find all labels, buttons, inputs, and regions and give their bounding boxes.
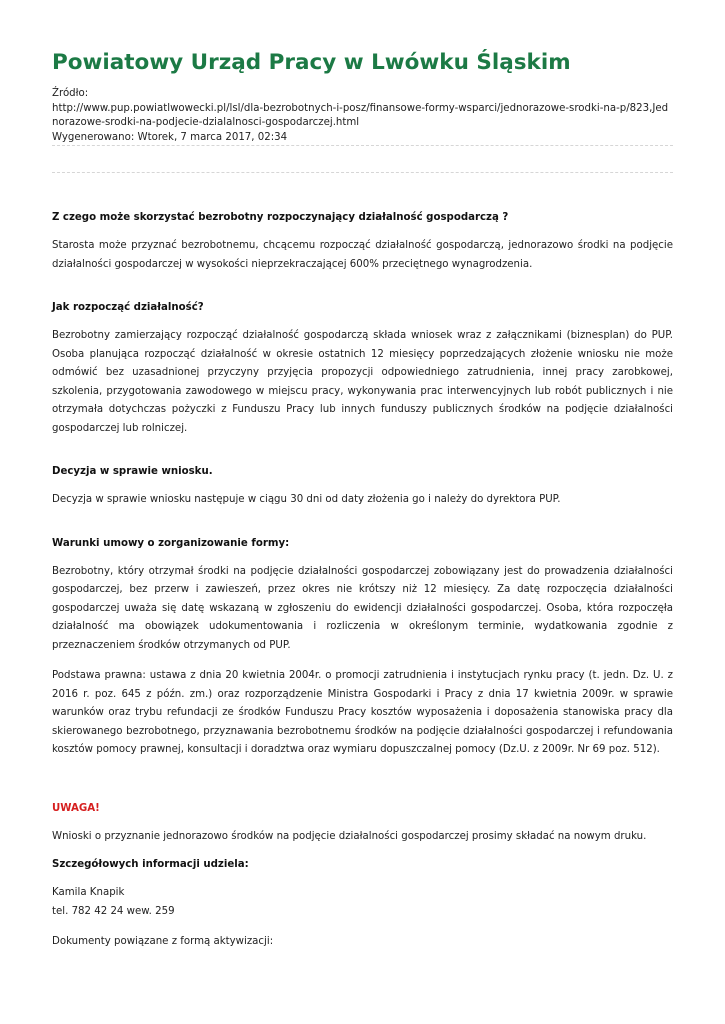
document-meta [52, 87, 673, 145]
section-paragraph: Bezrobotny zamierzający rozpocząć działalność gospodarczą składa wniosek wraz z załącznikami (biznesplan) do PUP. Osoba planująca rozpocząć działalność w okresie ostatnich 12 miesięcy poprzedzających złożenie wniosku nie może odmówić bez uzasadnionej przyczyny przyjęcia propozycji odpowiedniego zatrudnienia, innej pracy zarobkowej, szkolenia, przygotowania zawodowego w miejscu pracy, wykonywania prac interwencyjnych lub robót publicznych i nie otrzymała dotychczas pożyczki z Funduszu Pracy lub innych funduszy publicznych środków na podjęcie działalności gospodarczej lub rolniczej. [52, 330, 673, 434]
contact-name: Kamila Knapik [52, 887, 125, 898]
section-heading-jak-rozpoczac: Jak rozpocząć działalność? [52, 302, 204, 313]
section-paragraph: Bezrobotny, który otrzymał środki na podjęcie działalności gospodarczej zobowiązany jest do prowadzenia działalności gospodarczej, bez przerw i zawieszeń, przez okres nie krótszy niż 12 miesięcy. Za datę rozpoczęcia działalności gospodarczej uważa się datę wskazaną w zgłoszeniu do ewidencji działalności gospodarczej. Osoba, która rozpoczęła działalność ma obowiązek udokumentowania i rozliczenia w określonym terminie, wydatkowania zgodnie z przeznaczeniem środków otrzymanych od PUP. [52, 565, 673, 651]
warning-paragraph: Wnioski o przyznanie jednorazowo środków na podjęcie działalności gospodarczej prosimy składać na nowym druku. [52, 830, 647, 842]
warning-heading: UWAGA! [52, 802, 100, 814]
article-content [52, 211, 673, 952]
source-url: http://www.pup.powiatlwowecki.pl/lsl/dla-bezrobotnych-i-posz/finansowe-formy-wsparci/jednorazowe-srodki-na-p/823,Jednorazowe-srodki-na-podjecie-dzialalnosci-gospodarczej.html [52, 102, 669, 128]
section-paragraph: Decyzja w sprawie wniosku następuje w ciągu 30 dni od daty złożenia go i należy do dyrektora PUP. [52, 494, 561, 505]
divider-top [52, 145, 673, 146]
divider-bottom [52, 172, 673, 173]
section-heading-warunki: Warunki umowy o zorganizowanie formy: [52, 537, 290, 549]
generated-date: Wygenerowano: Wtorek, 7 marca 2017, 02:34 [52, 131, 288, 143]
section-paragraph: Starosta może przyznać bezrobotnemu, chcącemu rozpocząć działalność gospodarczą, jednorazowo środki na podjęcie działalności gospodarczej w wysokości nieprzekraczającej 600% przeciętnego wynagrodzenia. [52, 240, 673, 270]
related-documents-label: Dokumenty powiązane z formą aktywizacji: [52, 936, 274, 947]
source-label: Źródło: [52, 88, 89, 99]
legal-basis-paragraph: Podstawa prawna: ustawa z dnia 20 kwietnia 2004r. o promocji zatrudnienia i instytucjach rynku pracy (t. jedn. Dz. U. z 2016 r. poz. 645 z późn. zm.) oraz rozporządzenie Ministra Gospodarki i Pracy z dnia 17 kwietnia 2009r. w sprawie warunków oraz trybu refundacji ze środków Funduszu Pracy kosztów wyposażenia i doposażenia stanowiska pracy dla skierowanego bezrobotnego, przyznawania bezrobotnemu środków na podjęcie działalności gospodarczej i refundowania kosztów pomocy prawnej, konsultacji i doradztwa oraz wymiaru dopuszczalnej pomocy (Dz.U. z 2009r. Nr 69 poz. 512). [52, 670, 673, 755]
contact-phone: tel. 782 42 24 wew. 259 [52, 905, 175, 917]
section-heading-skorzystac: Z czego może skorzystać bezrobotny rozpoczynający działalność gospodarczą ? [52, 212, 509, 223]
section-heading-decyzja: Decyzja w sprawie wniosku. [52, 466, 213, 477]
contact-heading: Szczegółowych informacji udziela: [52, 859, 249, 870]
page-title: Powiatowy Urząd Pracy w Lwówku Śląskim [52, 50, 571, 75]
